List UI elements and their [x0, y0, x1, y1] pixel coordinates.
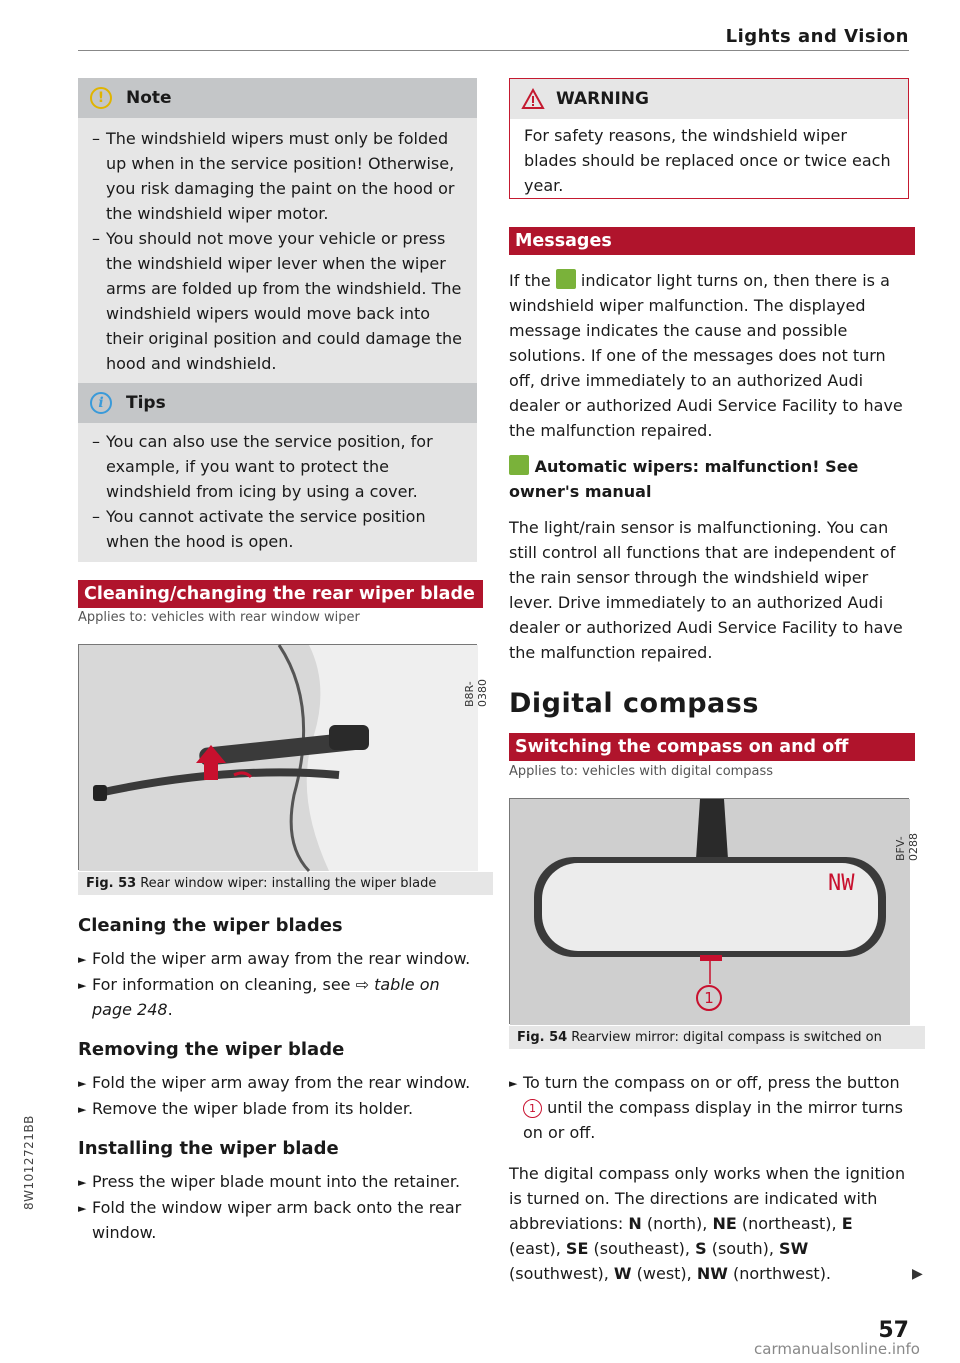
info-icon: i [90, 392, 112, 414]
callout-1: 1 [696, 985, 722, 1011]
subheading: Removing the wiper blade [78, 1039, 345, 1060]
subheading: Installing the wiper blade [78, 1138, 339, 1159]
compass-directions-paragraph: The digital compass only works when the ignition is turned on. The directions are indicated with abbreviations: N (north), NE (northeast), E (east), SE (southeast), S (south), SW (southwest), W (west), NW (northwest). [509, 1164, 906, 1283]
removing-section [78, 1039, 477, 1122]
figure-caption: Fig. 53 Rear window wiper: installing the wiper blade [78, 872, 493, 895]
button-1-reference: 1 [523, 1099, 542, 1118]
exclamation-icon: ! [90, 87, 112, 109]
figure-compass-mirror [509, 798, 920, 1024]
note-box [78, 78, 477, 384]
messages-intro: If the indicator light turns on, then there is a windshield wiper malfunction. The displayed message indicates the cause and possible solutions. If one of the messages does not turn off, drive immediately to an authorized Audi dealer or authorized Audi Service Facility to have the malfunction repaired. [509, 271, 903, 440]
applies-note: Applies to: vehicles with rear window wiper [78, 610, 360, 625]
step: ► Fold the wiper arm away from the rear window. [78, 1073, 471, 1092]
warning-text: For safety reasons, the windshield wiper blades should be replaced once or twice each year. [524, 126, 891, 195]
applies-note: Applies to: vehicles with digital compass [509, 764, 774, 779]
page-reference-link[interactable]: table on page 248 [92, 975, 440, 1019]
figure-id: B8R-0380 [463, 679, 489, 707]
chapter-heading: Digital compass [509, 688, 759, 719]
tip-item: – You can also use the service position, for example, if you want to protect the windshield from icing by using a cover. [92, 432, 433, 501]
installing-section [78, 1138, 477, 1245]
section-heading-messages: Messages [509, 227, 915, 255]
section-heading-compass: Switching the compass on and off [509, 733, 915, 761]
tip-item: – You cannot activate the service position when the hood is open. [92, 507, 426, 551]
step: ► Fold the window wiper arm back onto the rear window. [78, 1198, 462, 1242]
step: ► For information on cleaning, see ⇨ table on page 248. [78, 975, 440, 1019]
message-title: Automatic wipers: malfunction! See owner's manual [509, 457, 859, 501]
warning-triangle-icon [522, 89, 544, 109]
warning-box [509, 78, 909, 199]
step: ► To turn the compass on or off, press the button 1 until the compass display in the mirror turns on or off. [509, 1073, 903, 1142]
watermark: carmanualsonline.info [754, 1340, 920, 1358]
warning-title: WARNING [556, 89, 649, 109]
rear-wiper-illustration [79, 645, 478, 871]
page-number: 57 [878, 1318, 909, 1343]
step: ► Remove the wiper blade from its holder. [78, 1099, 414, 1118]
section-title: Lights and Vision [725, 26, 909, 47]
figure-rear-wiper [78, 644, 489, 870]
step: ► Fold the wiper arm away from the rear window. [78, 949, 471, 968]
document-code: 8W1012721BB [22, 1115, 36, 1210]
note-item: – You should not move your vehicle or press the windshield wiper lever when the wiper arms are folded up from the windshield. The windshield wipers would move back into their original position and could damage the hood and windshield. [92, 229, 463, 373]
figure-id: BFV-0288 [894, 833, 920, 861]
tips-header [78, 383, 477, 423]
note-header [78, 78, 477, 118]
step: ► Press the wiper blade mount into the retainer. [78, 1172, 461, 1191]
message-text: The light/rain sensor is malfunctioning. You can still control all functions that are independent of the rain sensor through the windshield wiper lever. Drive immediately to an authorized Audi dealer or authorized Audi Service Facility to have the malfunction repaired. [509, 518, 903, 662]
tips-title: Tips [126, 393, 166, 413]
note-title: Note [126, 88, 172, 108]
wiper-indicator-icon [509, 455, 529, 475]
figure-caption: Fig. 54 Rearview mirror: digital compass is switched on [509, 1026, 925, 1049]
header-divider [78, 50, 909, 51]
wiper-indicator-icon [556, 269, 576, 289]
section-heading-rear-wiper: Cleaning/changing the rear wiper blade [78, 580, 483, 608]
cleaning-section [78, 915, 477, 1022]
continue-arrow-icon: ▶ [912, 1266, 923, 1282]
warning-header [510, 79, 908, 119]
subheading: Cleaning the wiper blades [78, 915, 343, 936]
note-item: – The windshield wipers must only be folded up when in the service position! Otherwise, you risk damaging the paint on the hood or the windshield wiper motor. [92, 129, 455, 223]
compass-display: NW [828, 871, 855, 896]
tips-box [78, 383, 477, 562]
